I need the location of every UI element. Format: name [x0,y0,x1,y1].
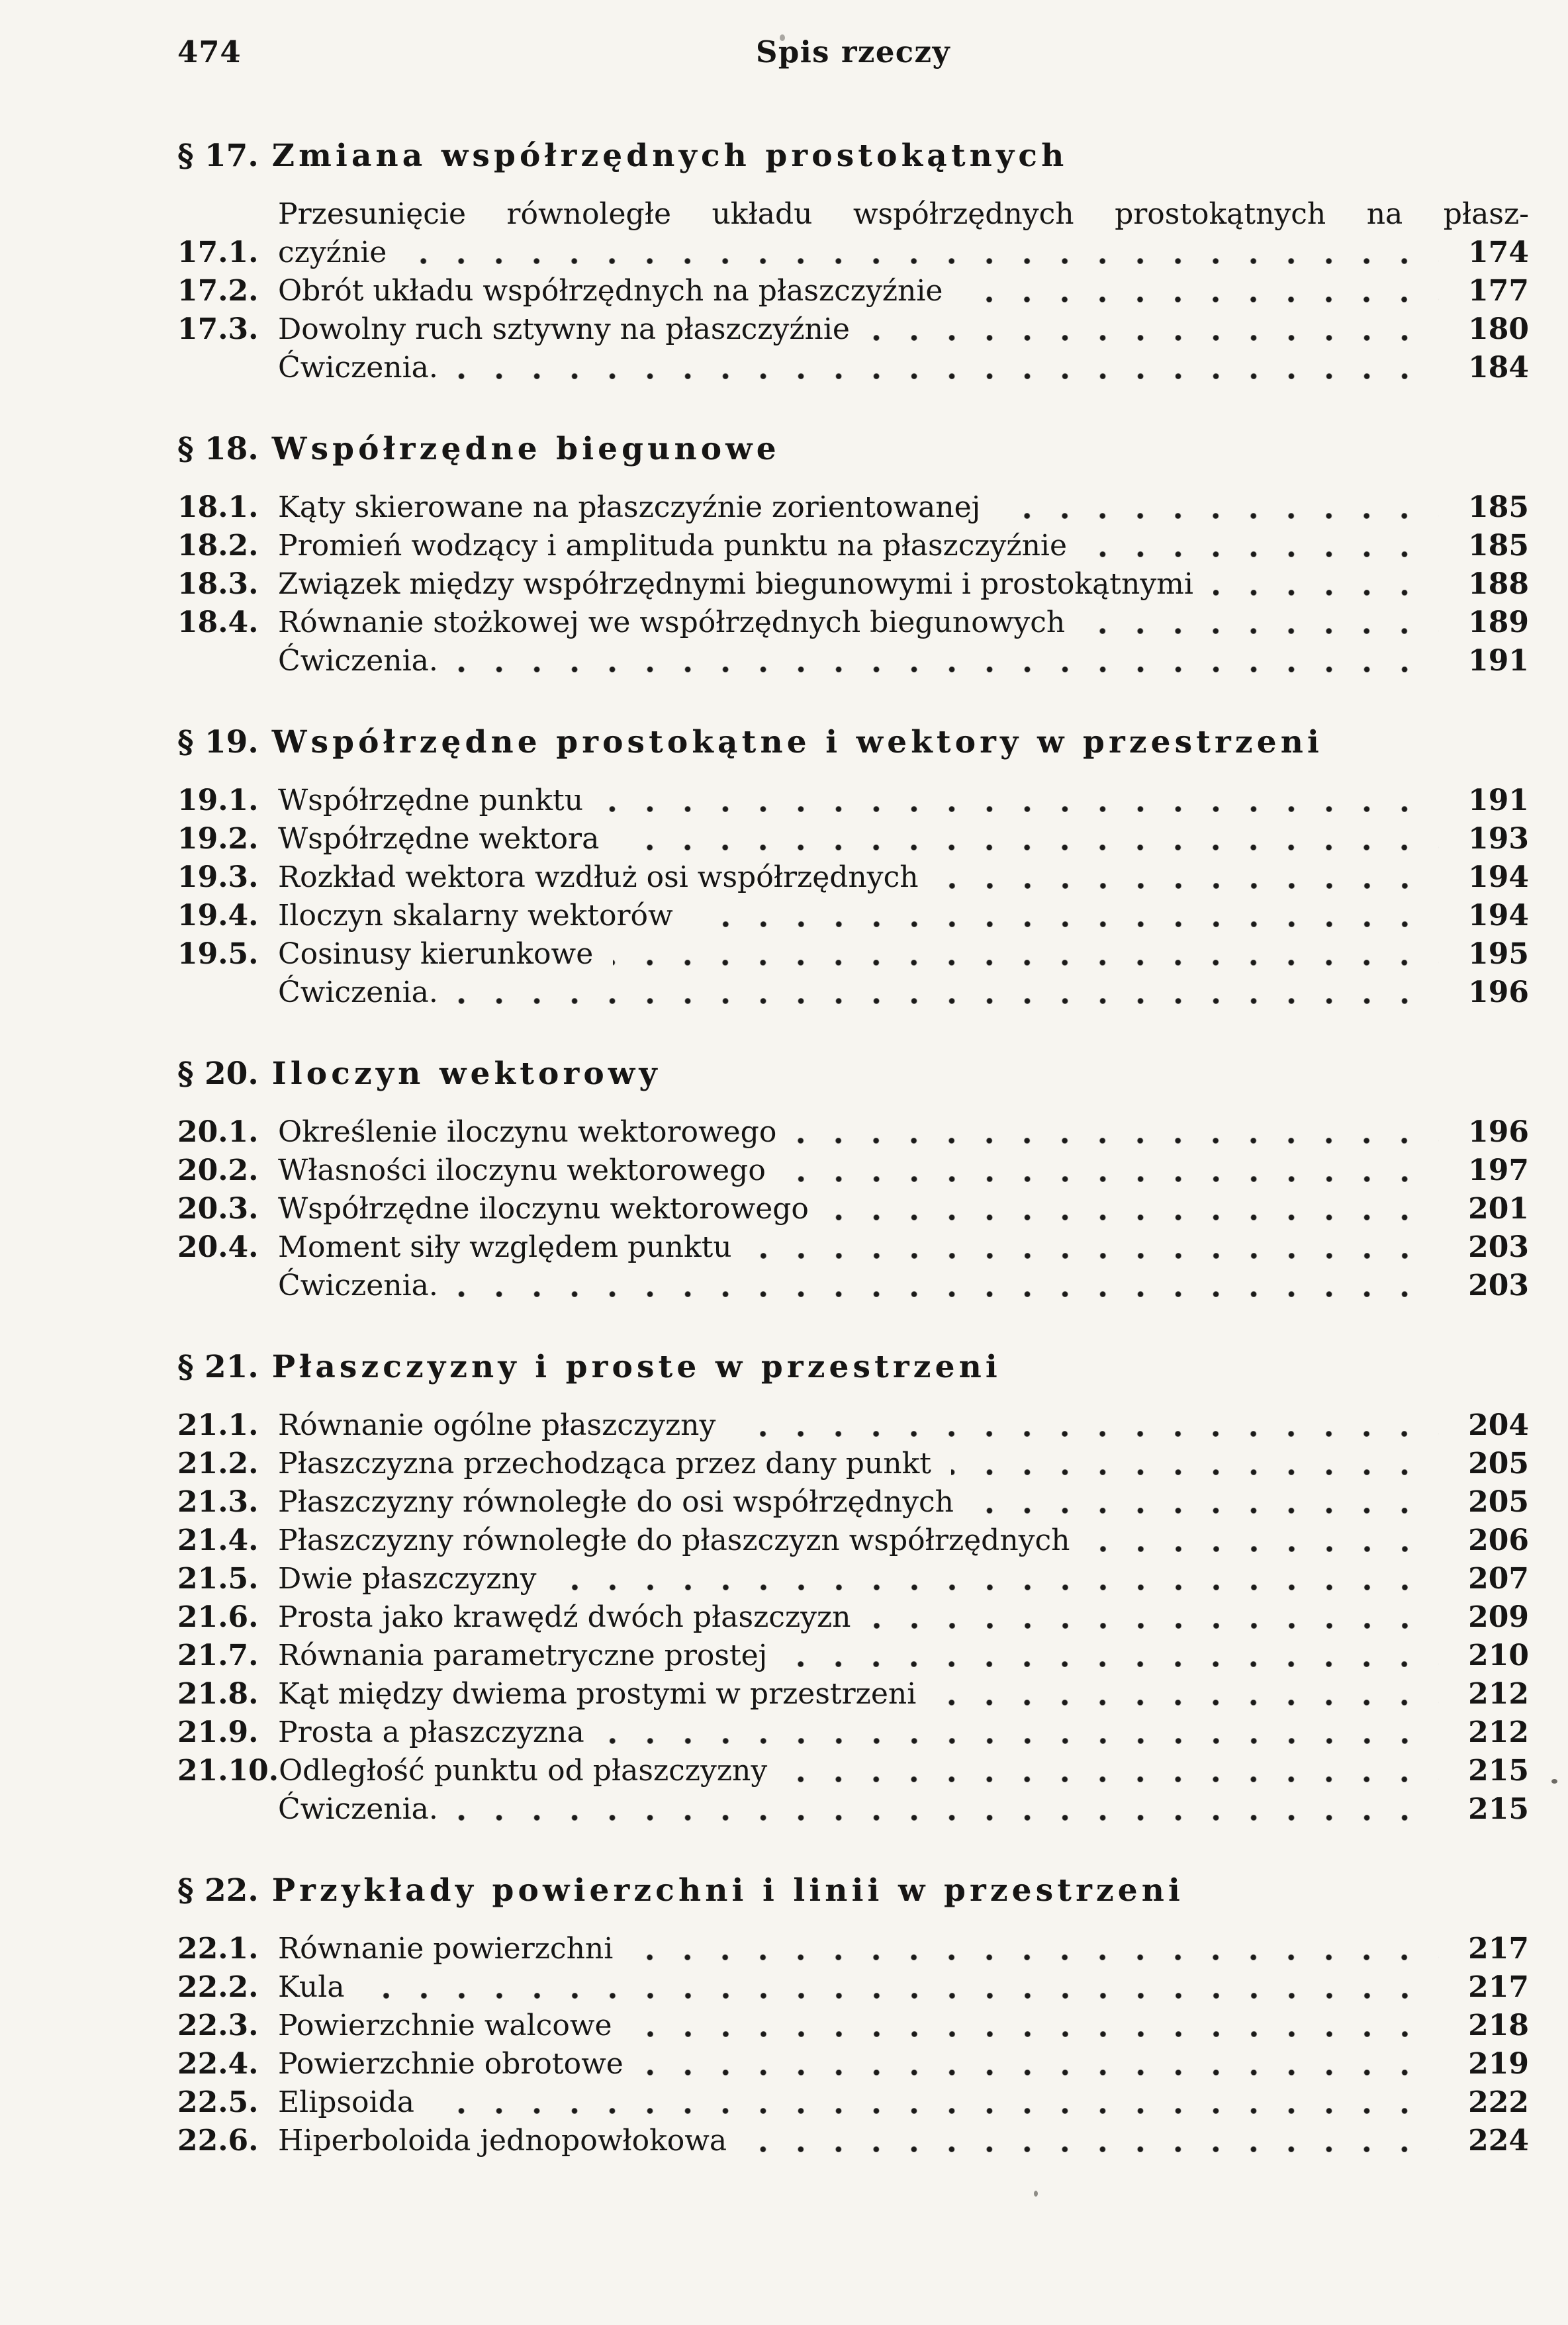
dot-leader [796,1138,1439,1144]
entry-title: Ćwiczenia. [278,351,438,385]
entry-main-row [177,272,1529,310]
toc-entry [177,1483,1529,1522]
section-number: § 22. [177,1872,259,1909]
entry-main-row [177,1752,1529,1790]
entry-title: Własności iloczynu wektorowego [278,1154,766,1187]
entry-number: 20.4. [177,1230,259,1264]
toc-entry [177,2007,1529,2045]
entry-number: 17.1. [177,236,259,269]
dot-leader [603,806,1439,812]
entry-page-number: 180 [1468,312,1529,346]
entry-number: 19.3. [177,860,259,894]
entry-main-row [177,310,1529,349]
entry-page-number: 217 [1468,1932,1529,1966]
section-number: § 20. [177,1056,259,1092]
toc-entry [177,1675,1529,1713]
entry-number: 21.2. [177,1447,259,1481]
entry-title: Płaszczyzna przechodząca przez dany punkt [278,1447,931,1481]
toc-entry [177,1190,1529,1228]
ink-speck [780,34,785,41]
dot-leader [1213,590,1439,596]
toc-entry [177,1113,1529,1152]
toc-entry [177,310,1529,349]
dot-leader [787,1776,1439,1782]
entry-number: 18.1. [177,490,259,524]
toc-entry [177,1930,1529,1968]
ink-speck [1551,1779,1557,1784]
dot-leader [1000,513,1439,519]
dot-leader [406,258,1439,264]
dot-leader [1085,628,1439,634]
entry-main-row [177,974,1529,1012]
entry-main-row [177,858,1529,897]
entry-number: 22.5. [177,2085,259,2119]
entry-page-number: 174 [1468,236,1529,269]
entry-page-number: 210 [1468,1639,1529,1672]
toc-entry [177,1598,1529,1637]
entry-page-number: 188 [1468,567,1529,601]
entry-title: Współrzędne wektora [278,822,600,856]
toc-section [177,724,1529,1012]
dot-leader [643,2070,1439,2075]
entry-number: 21.9. [177,1715,259,1749]
toc-section [177,1056,1529,1305]
entry-number: 21.4. [177,1524,259,1557]
dot-leader [829,1214,1439,1220]
dot-leader [752,1253,1439,1259]
dot-leader [458,1291,1439,1297]
entry-pre-row [177,195,1529,234]
section-title: Zmiana współrzędnych prostokątnych [271,138,1068,174]
entry-title: Równania parametryczne prostej [278,1639,768,1672]
entry-page-number: 215 [1468,1792,1529,1826]
entry-main-row [177,1190,1529,1228]
entry-main-row [177,1968,1529,2007]
toc-entry [177,2083,1529,2122]
entry-title: Kąty skierowane na płaszczyźnie zorientowanej [278,490,981,524]
dot-leader [939,883,1439,889]
entry-page-number: 217 [1468,1970,1529,2004]
entry-main-row [177,604,1529,642]
entry-main-row [177,782,1529,820]
toc-entry [177,858,1529,897]
entry-main-row [177,1675,1529,1713]
entry-number: 20.1. [177,1115,259,1149]
entry-title: Moment siły względem punktu [278,1230,732,1264]
entry-main-row [177,1267,1529,1305]
entry-title: Kula [278,1970,345,2004]
entry-title: Rozkład wektora wzdłuż osi współrzędnych [278,860,919,894]
entry-main-row [177,1598,1529,1637]
section-heading [177,431,1529,467]
entry-page-number: 219 [1468,2047,1529,2081]
section-entries [177,1930,1529,2160]
dot-leader [747,2146,1439,2152]
entry-page-number: 195 [1468,937,1529,971]
entry-page-number: 206 [1468,1524,1529,1557]
dot-leader [870,335,1439,341]
entry-main-row [177,1790,1529,1829]
entry-number: 21.6. [177,1600,259,1634]
entry-page-number: 194 [1468,860,1529,894]
entry-page-number: 222 [1468,2085,1529,2119]
entry-main-row [177,1483,1529,1522]
entry-number: 21.1. [177,1408,259,1442]
entry-page-number: 193 [1468,822,1529,856]
entry-page-number: 189 [1468,606,1529,639]
dot-leader [735,1431,1439,1437]
toc-entry [177,565,1529,604]
entry-title: Dwie płaszczyzny [278,1562,537,1596]
dot-leader [787,1661,1439,1667]
entry-page-number: 203 [1468,1230,1529,1264]
entry-main-row [177,820,1529,858]
entry-title: Kąt między dwiema prostymi w przestrzeni [278,1677,917,1711]
entry-number: 22.3. [177,2009,259,2042]
entry-number: 21.3. [177,1485,259,1519]
entry-title: Iloczyn skalarny wektorów [278,899,673,933]
entry-main-row [177,565,1529,604]
entry-number: 22.2. [177,1970,259,2004]
entry-title: czyźnie [278,236,387,269]
ink-speck [1034,2191,1038,2197]
dot-leader [633,1954,1439,1960]
section-title: Przykłady powierzchni i linii w przestrzeni [271,1872,1185,1909]
entry-title: Płaszczyzny równoległe do osi współrzędnych [278,1485,954,1519]
toc-entry [177,1445,1529,1483]
toc-entry [177,1228,1529,1267]
entry-main-row [177,527,1529,565]
entry-page-number: 201 [1468,1192,1529,1226]
entry-main-row [177,349,1529,387]
section-heading [177,138,1529,174]
toc-entry [177,935,1529,974]
section-title: Iloczyn wektorowy [271,1056,661,1092]
entry-main-row [177,1152,1529,1190]
entry-number: 17.3. [177,312,259,346]
entry-title: Prosta a płaszczyzna [278,1715,584,1749]
entry-page-number: 212 [1468,1677,1529,1711]
entry-main-row [177,1228,1529,1267]
toc-entry [177,488,1529,527]
entry-main-row [177,2083,1529,2122]
entry-title: Współrzędne iloczynu wektorowego [278,1192,809,1226]
dot-leader [613,960,1439,966]
entry-main-row [177,1445,1529,1483]
entry-main-row [177,897,1529,935]
entry-title: Określenie iloczynu wektorowego [278,1115,777,1149]
entry-title: Równanie stożkowej we współrzędnych biegunowych [278,606,1066,639]
entry-main-row [177,2007,1529,2045]
toc-entry [177,1406,1529,1445]
section-title: Płaszczyzny i proste w przestrzeni [271,1349,1001,1385]
entry-number: 18.4. [177,606,259,639]
toc-entry [177,1267,1529,1305]
entry-title: Elipsoida [278,2085,414,2119]
toc-entry [177,820,1529,858]
section-heading [177,1056,1529,1092]
running-title: Spis rzeczy [756,34,950,69]
page-header [177,34,1529,77]
dot-leader [786,1176,1439,1182]
entry-page-number: 194 [1468,899,1529,933]
entry-page-number: 197 [1468,1154,1529,1187]
entry-main-row [177,1637,1529,1675]
entry-main-row [177,1522,1529,1560]
entry-number: 19.4. [177,899,259,933]
entry-page-number: 184 [1468,351,1529,385]
dot-leader [871,1623,1440,1629]
entry-title: Równanie powierzchni [278,1932,614,1966]
entry-title: Równanie ogólne płaszczyzny [278,1408,716,1442]
entry-number: 19.2. [177,822,259,856]
entry-main-row [177,1930,1529,1968]
entry-main-row [177,2122,1529,2160]
dot-leader [619,844,1439,850]
entry-number: 17.2. [177,274,259,308]
section-entries [177,782,1529,1012]
toc-entry [177,272,1529,310]
entry-title: Płaszczyzny równoległe do płaszczyzn współrzędnych [278,1524,1070,1557]
toc-section [177,431,1529,680]
toc-entry [177,974,1529,1012]
entry-page-number: 196 [1468,1115,1529,1149]
dot-leader [951,1469,1439,1475]
entry-number: 22.1. [177,1932,259,1966]
dot-leader [458,666,1439,672]
entry-page-number: 218 [1468,2009,1529,2042]
dot-leader [693,921,1439,927]
entry-main-row [177,2045,1529,2083]
dot-leader [974,1508,1439,1514]
entry-main-row [177,1406,1529,1445]
toc-entry [177,1790,1529,1829]
toc-entry [177,642,1529,680]
toc-sections [177,138,1529,2160]
dot-leader [458,1815,1439,1821]
entry-page-number: 205 [1468,1447,1529,1481]
entry-title: Cosinusy kierunkowe [278,937,594,971]
dot-leader [632,2031,1439,2037]
entry-number: 21.5. [177,1562,259,1596]
entry-page-number: 224 [1468,2124,1529,2158]
toc-entry [177,527,1529,565]
toc-section [177,138,1529,387]
dot-leader [1087,551,1439,557]
dot-leader [458,373,1439,379]
entry-title: Obrót układu współrzędnych na płaszczyźnie [278,274,943,308]
entry-title: Ćwiczenia. [278,1792,438,1826]
folio-page-number: 474 [177,34,242,69]
entry-number: 22.6. [177,2124,259,2158]
toc-entry [177,1713,1529,1752]
section-entries [177,1113,1529,1305]
section-heading [177,724,1529,760]
toc-entry [177,1522,1529,1560]
entry-title: Promień wodzący i amplituda punktu na płaszczyźnie [278,529,1068,563]
toc-section [177,1872,1529,2160]
entry-page-number: 196 [1468,976,1529,1009]
entry-number: 21.7. [177,1639,259,1672]
entry-title: Powierzchnie obrotowe [278,2047,623,2081]
entry-number: 20.3. [177,1192,259,1226]
toc-entry [177,2045,1529,2083]
dot-leader [458,998,1439,1004]
entry-number: 18.3. [177,567,259,601]
dot-leader [557,1584,1439,1590]
entry-main-row [177,1713,1529,1752]
dot-leader [604,1738,1439,1744]
entry-main-row [177,234,1529,272]
entry-title: Dowolny ruch sztywny na płaszczyźnie [278,312,850,346]
section-heading [177,1872,1529,1909]
toc-entry [177,2122,1529,2160]
toc-entry [177,1152,1529,1190]
section-title: Współrzędne biegunowe [271,431,780,467]
entry-main-row [177,935,1529,974]
entry-main-row [177,1560,1529,1598]
entry-main-row [177,488,1529,527]
entry-title: Odległość punktu od płaszczyzny [279,1754,768,1788]
toc-entry [177,782,1529,820]
entry-main-row [177,642,1529,680]
entry-number: 19.5. [177,937,259,971]
section-entries [177,488,1529,680]
section-entries [177,1406,1529,1829]
entry-number: 19.1. [177,784,259,817]
entry-title: Powierzchnie walcowe [278,2009,612,2042]
entry-page-number: 205 [1468,1485,1529,1519]
toc-entry [177,195,1529,272]
entry-page-number: 203 [1468,1269,1529,1302]
entry-number: 18.2. [177,529,259,563]
entry-number: 21.8. [177,1677,259,1711]
entry-number: 21.10. [177,1754,279,1788]
entry-page-number: 191 [1468,784,1529,817]
entry-title: Współrzędne punktu [278,784,584,817]
section-number: § 21. [177,1349,259,1385]
entry-page-number: 209 [1468,1600,1529,1634]
dot-leader [1090,1546,1439,1552]
dot-leader [962,296,1439,302]
toc-entry [177,897,1529,935]
entry-number: 22.4. [177,2047,259,2081]
section-title: Współrzędne prostokątne i wektory w przestrzeni [271,724,1323,760]
entry-title: Ćwiczenia. [278,1269,438,1302]
section-number: § 17. [177,138,259,174]
entry-pre-text: Przesunięcie równoległe układu współrzędnych prostokątnych na płasz- [278,197,1529,231]
section-number: § 18. [177,431,259,467]
section-heading [177,1349,1529,1385]
entry-number: 20.2. [177,1154,259,1187]
entry-title: Ćwiczenia. [278,644,438,678]
entry-page-number: 185 [1468,529,1529,563]
entry-page-number: 204 [1468,1408,1529,1442]
toc-entry [177,1560,1529,1598]
entry-page-number: 177 [1468,274,1529,308]
entry-page-number: 185 [1468,490,1529,524]
toc-entry [177,604,1529,642]
section-entries [177,195,1529,387]
toc-entry [177,1968,1529,2007]
entry-page-number: 207 [1468,1562,1529,1596]
dot-leader [936,1700,1439,1706]
entry-title: Hiperboloida jednopowłokowa [278,2124,727,2158]
toc-entry [177,1637,1529,1675]
section-number: § 19. [177,724,259,760]
entry-title: Ćwiczenia. [278,976,438,1009]
entry-page-number: 215 [1468,1754,1529,1788]
entry-title: Związek między współrzędnymi biegunowymi i prostokątnymi [278,567,1193,601]
dot-leader [434,2108,1439,2114]
entry-main-row [177,1113,1529,1152]
entry-page-number: 191 [1468,644,1529,678]
dot-leader [365,1993,1439,1999]
toc-entry [177,1752,1529,1790]
entry-page-number: 212 [1468,1715,1529,1749]
toc-section [177,1349,1529,1829]
entry-title: Prosta jako krawędź dwóch płaszczyzn [278,1600,851,1634]
toc-entry [177,349,1529,387]
